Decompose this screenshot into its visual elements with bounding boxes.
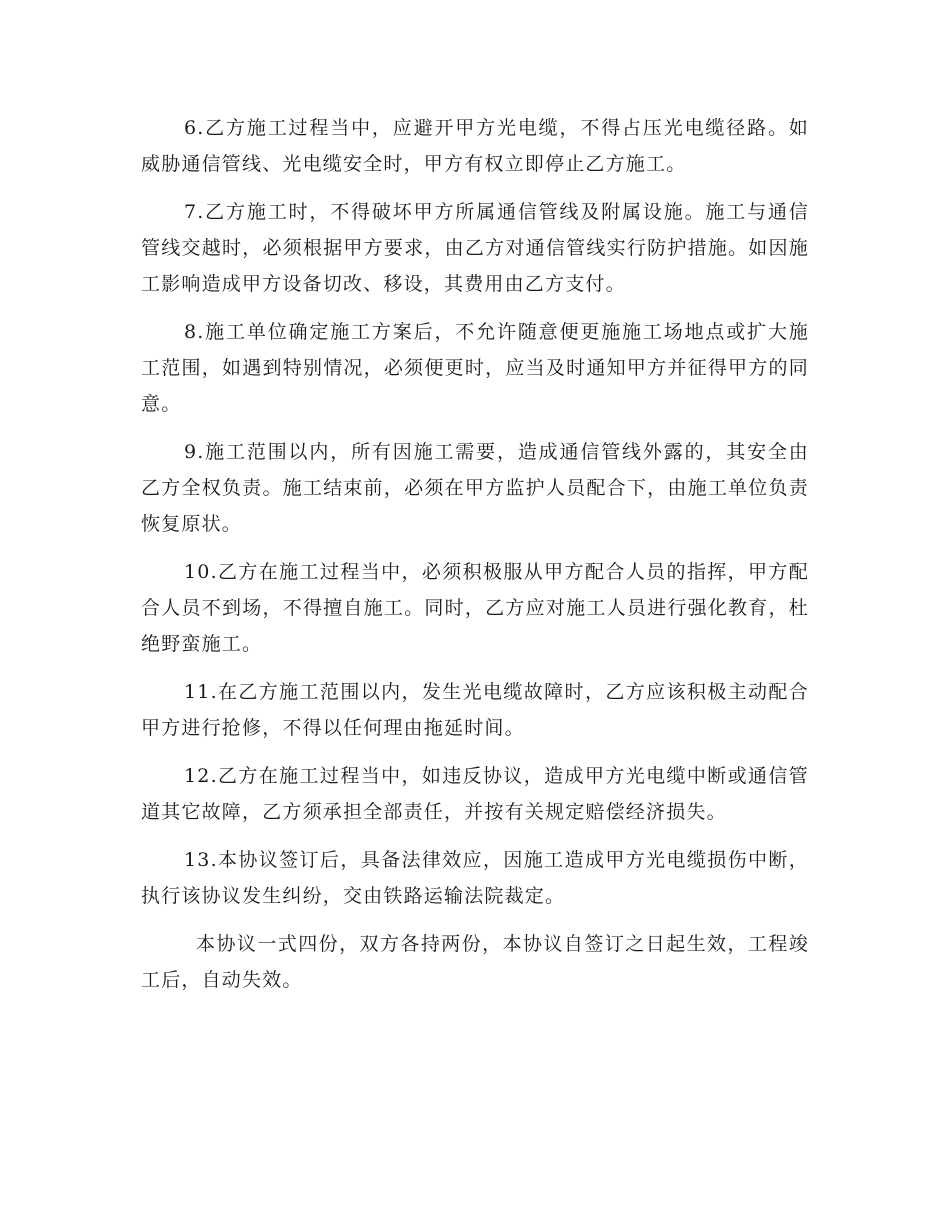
clause-8: 8.施工单位确定施工方案后，不允许随意便更施施工场地点或扩大施工范围，如遇到特别情况，必须便更时，应当及时通知甲方并征得甲方的同意。 [141, 321, 809, 415]
clause-13: 13.本协议签订后，具备法律效应，因施工造成甲方光电缆损伤中断，执行该协议发生纠纷，交由铁路运输法院裁定。 [141, 849, 809, 907]
clause-7: 7.乙方施工时，不得破坏甲方所属通信管线及附属设施。施工与通信管线交越时，必须根据甲方要求，由乙方对通信管线实行防护措施。如因施工影响造成甲方设备切改、移设，其费用由乙方支付。 [141, 201, 809, 295]
clause-10: 10.乙方在施工过程当中，必须积极服从甲方配合人员的指挥，甲方配合人员不到场，不得擅自施工。同时，乙方应对施工人员进行强化教育，杜绝野蛮施工。 [141, 561, 809, 655]
closing-statement: 本协议一式四份，双方各持两份，本协议自签订之日起生效，工程竣工后，自动失效。 [141, 933, 809, 991]
clause-6: 6.乙方施工过程当中，应避开甲方光电缆，不得占压光电缆径路。如威胁通信管线、光电缆安全时，甲方有权立即停止乙方施工。 [141, 117, 809, 175]
clause-11: 11.在乙方施工范围以内，发生光电缆故障时，乙方应该积极主动配合甲方进行抢修，不得以任何理由拖延时间。 [141, 681, 809, 739]
document-body [141, 110, 809, 998]
clause-9: 9.施工范围以内，所有因施工需要，造成通信管线外露的，其安全由乙方全权负责。施工结束前，必须在甲方监护人员配合下，由施工单位负责恢复原状。 [141, 441, 809, 535]
clause-12: 12.乙方在施工过程当中，如违反协议，造成甲方光电缆中断或通信管道其它故障，乙方须承担全部责任，并按有关规定赔偿经济损失。 [141, 765, 809, 823]
